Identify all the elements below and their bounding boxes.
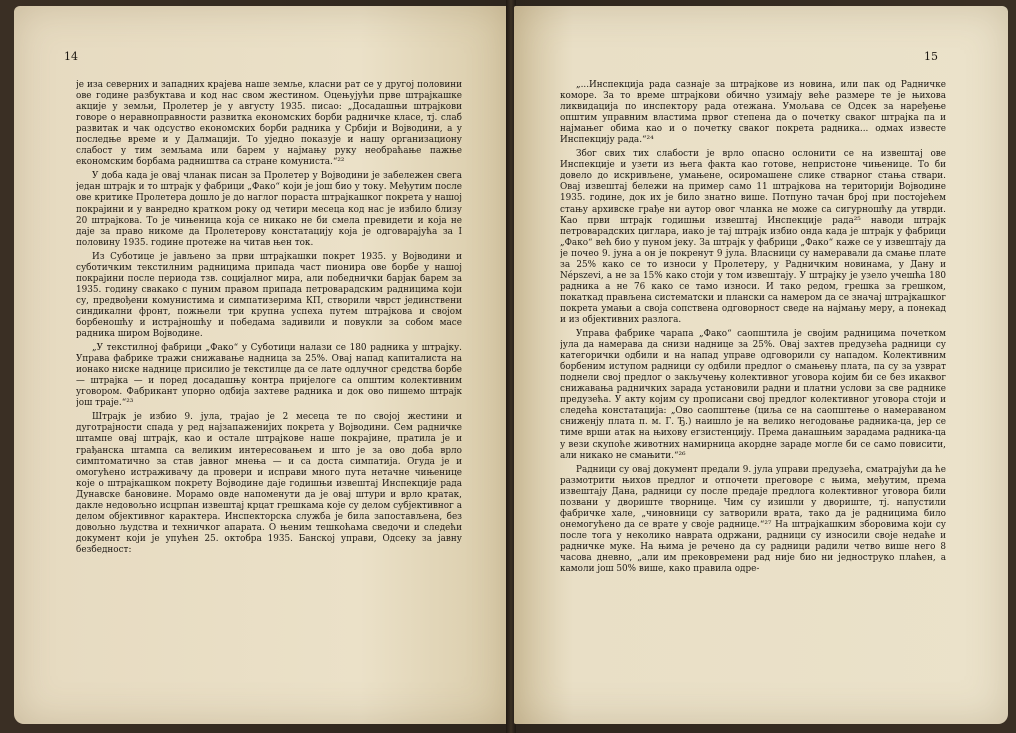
paragraph: „У текстилној фабрици „Фако“ у Суботици налази се 180 радника у штрајку. Управа фабрике тражи снижавање надница за 25%. Овај напад капиталиста на ионако ниске наднице присилио је текстилце да се лате одлучног средства борбе — штрајка — и поред досадашњу контра пријелоге са општим колективним уговором. Фабрикант упорно одбија захтеве радника и док ово пишемо штрајк још траје.“²³ xyxy=(76,343,462,409)
paragraph: Штрајк је избио 9. јула, трајао је 2 месеца те по својој жестини и дуготрајности спада у ред најзапаженијих покрета у Војводини. Сем радничке штампе овај штрајк, као и остале штрајкове наше покрајине, пратила је и грађанска штампа са великим интересовањем и што је за ово доба врло симптоматично за став јавног мнења — и са доста симпатија. Огуда је и омогућено истраживачу да провери и исправи много пута нетачне чињенице које о штрајкашком покрету Војводине даје годишњи извештај Инспекције рада Дунавске бановине. Морамо овде напоменути да је овај штури и врло кратак, дакле недовољно исцрпан извештај крцат грешкама које су делом субјективног а делом објективног карактера. Инспекторска служба је била запостављена, без довољно људства и техничког апарата. О њеним тешкоћама сведочи и следећи документ који је упућен 25. октобра 1935. Банској управи, Одсеку за јавну безбедност: xyxy=(76,412,462,555)
paragraph: је иза северних и западних крајева наше земље, класни рат се у другој половини ове године разбуктава и код нас свом жестином. Оцењујући прве штрајкашке акције у земљи, Пролетер је у августу 1935. писао: „Досадашњи штрајкови говоре о неравноправности развитка економских борби радничке класе, тј. слаб развитак и чак одсуство економских борби радника у Србији и Војводини, а у последње време и у Далмацији. То уједно показује и нашу организациону слабост у тим земљама или барем у најмању руку необраћање пажње економским борбама радништва са стране комуниста.“²² xyxy=(76,80,462,168)
page-number: 15 xyxy=(924,50,938,63)
page-number: 14 xyxy=(64,50,78,63)
paragraph: У доба када је овај чланак писан за Пролетер у Војводини је забележен свега један штрајк и то штрајк у фабрици „Фако“ који је још био у току. Међутим после ове критике Пролетера дошло је до наглог пораста штрајкашког покрета у нашој покрајини и у ванредно кратком року од четири месеца код нас је избило близу 20 штрајкова. То је чињеница која се никако не би смела превидети и која не даје за право никоме да Пролетерову констатацију која је одговарајућа за I половину 1935. године протеже на читав њен ток. xyxy=(76,171,462,248)
paragraph: Управа фабрике чарапа „Фако“ саопштила је својим радницима почетком јула да намерава да снизи наднице за 25%. Овај захтев предузећа радници су категорички одбили и на напад управе одговорили су нападом. Колективним борбеним иступом радници су одбили предлог о смањењу плата, па су за узврат поднели свој предлог о закључењу колективног уговора којим би се без икаквог снижавања радничких зарада установили радни и платни услови за све раднике предузећа. У акту којим су прописани свој предлог колективног уговора стоји и следећа констатација: „Ово саопштење (циља се на саопштење о намераваном сниженју плата п. м. Г. Ђ.) наишло је на велико негодовање радника-ца, јер се тиме врши атак на њихову егзистенцију. Према данашњим зарадама радника-ца у вези скупоће животних намирница акордне зараде могле би се само повисити, али никако не смањити.“²⁶ xyxy=(560,329,946,461)
right-page xyxy=(514,6,1008,724)
left-page-text xyxy=(76,80,462,680)
paragraph: „...Инспекција рада сазнаје за штрајкове из новина, или пак од Радничке коморе. За то време штрајкови обично узимају веће размере те је њихова ликвидација по инспектору рада отежана. Умољава се Одсек за наређење општим управним властима првог степена да о почетку сваког штрајка па и најмањег обима као и о почетку сваког покрета радника... одмах известе Инспекцију рада.“²⁴ xyxy=(560,80,946,146)
right-page-text xyxy=(560,80,946,680)
paragraph: Радници су овај документ предали 9. јула управи предузећа, сматрајући да ће размотрити њихов предлог и отпочети преговоре с њима, међутим, према извештају Дана, радници су после предаје предлога колективног уговора били позвани у двориште творнице. Чим су изишли у двориште, тј. напустили фабричке хале, „чиновници су затворили врата, тако да је радницима било онемогућено да се врате у своје раднице.“²⁷ На штрајкашким зборовима који су после тога у неколико наврата одржани, радници су износили своје недаће и радничке муке. На њима је речено да су радници радили четво више него 8 часова дневно, „али им прековремени рад није био ни једноструко плаћен, а камоли још 50% више, како правила одре- xyxy=(560,464,946,575)
left-page xyxy=(14,6,508,724)
paragraph: Због свих тих слабости је врло опасно ослонити се на извештај ове Инспекције и узети из њега факта као готове, непристоне чињенице. То би довело до искривљене, умањене, осиромашене слике стварног стања ствари. Овај извештај бележи на пример само 11 штрајкова на територији Војводине 1935. године, док их је било знатно више. Потпуно тачан број при постојећем стању архивске грађе ни аутор овог чланка не може са сигурношћу да утврди. Као први штрајк годишњи извештај Инспекције рада²⁵ наводи штрајк петроварадских циглара, иако је тај штрајк избио онда када је штрајк у фабрици „Фако“ већ био у пуном јеку. За штрајк у фабрици „Фако“ каже се у извештају да је почео 9. јуна а он је покренут 9 јула. Власници су намеравали да смање плате за 25% како се то износи у Пролетеру, у Радничким новинама, у Дану и Népszevi, а не за 15% како стоји у том извештају. У штрајку је узело учешћа 180 радника а не 76 како се тамо износи. И тако редом, грешка за грешком, покаткад прављена систематски и плански са намером да се значај штрајкашког покрета умањи а своја сопствена одговорност сведе на најмању меру, а понекад и из објективних разлога. xyxy=(560,149,946,325)
paragraph: Из Суботице је јављено за први штрајкашки покрет 1935. у Војводини и суботичким текстилним радницима припада част пионира ове борбе у нашој покрајини после периода тзв. социјалног мира, али победнички барјак барем за 1935. годину свакако с пуним правом припада петроварадским радницима који су, предвођени комунистима и симпатизерима КП, створили чврст јединствени синдикални фронт, пожњели три крупна успеха путем штрајкова и својом борбеношћу и истрајношћу и победама задивили и повукли за собом масе радника широм Војводине. xyxy=(76,251,462,340)
